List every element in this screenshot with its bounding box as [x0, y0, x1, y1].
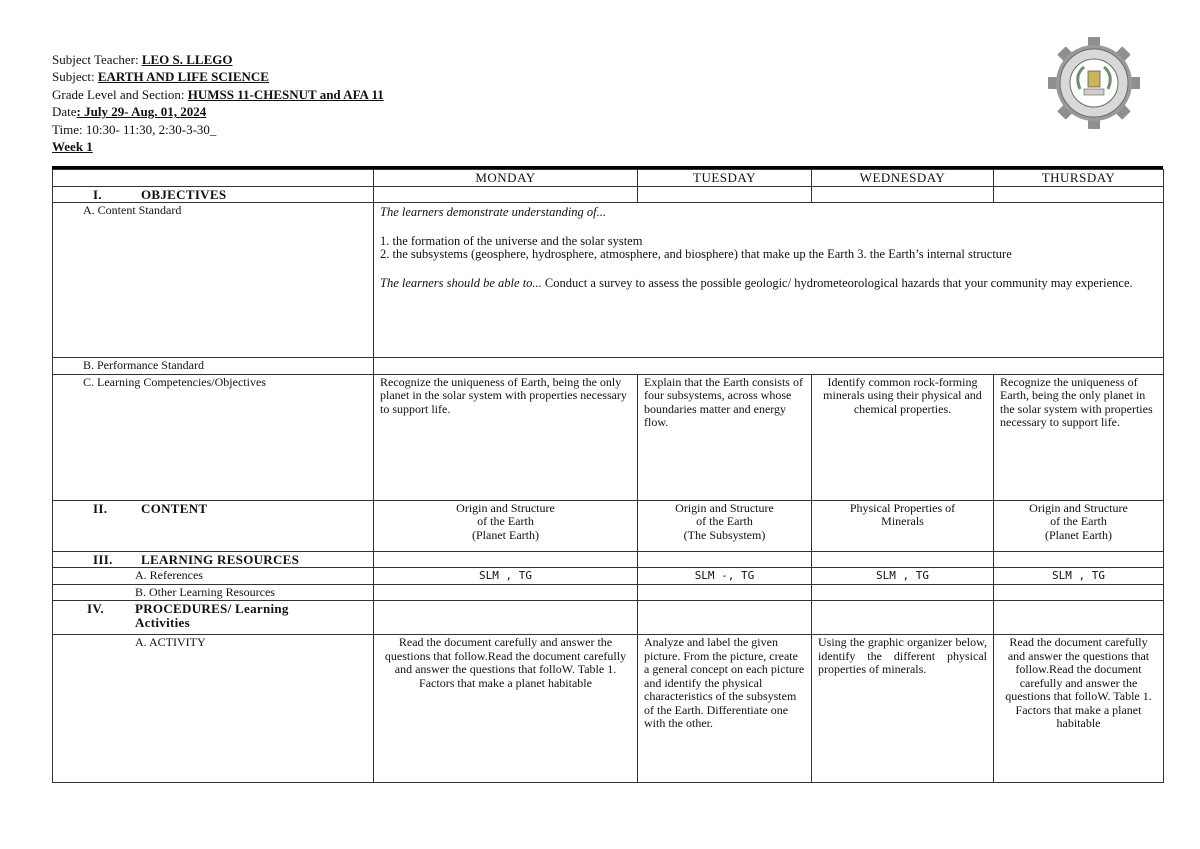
- day-thursday: THURSDAY: [994, 170, 1164, 187]
- content-standard-text: The learners demonstrate understanding of... 1. the formation of the universe and the solar system 2. the subsystems (geosphere, hydrosphere, atmosphere, and biosphere) that make up the Earth 3. the Earth’s internal structure The learners should be able to... Conduct a survey to assess the possible geologic/ hydrometeorological hazards that your community may experience.: [374, 203, 1164, 358]
- activity-tuesday: Analyze and label the given picture. From the picture, create a general concept on each picture and identify the physical characteristics of the subsystem of the Earth. Differentiate one with the other.: [638, 635, 812, 783]
- subject-name: EARTH AND LIFE SCIENCE: [97, 69, 269, 85]
- activity-label: A. ACTIVITY: [53, 635, 374, 783]
- competency-monday: Recognize the uniqueness of Earth, being the only planet in the solar system with properties necessary to support life.: [374, 374, 638, 500]
- subject-line: Subject: EARTH AND LIFE SCIENCE: [52, 69, 269, 85]
- resources-row: [53, 551, 1164, 568]
- section-objectives: I. OBJECTIVES: [53, 186, 374, 203]
- content-standard-row: [53, 203, 1164, 358]
- school-seal-icon: [1040, 37, 1148, 129]
- performance-standard-row: [53, 358, 1164, 375]
- week-label: Week 1: [52, 139, 93, 155]
- references-wednesday: SLM , TG: [812, 568, 994, 585]
- day-header-row: [53, 170, 1164, 187]
- references-label: A. References: [53, 568, 374, 585]
- content-tuesday: Origin and Structure of the Earth (The Subsystem): [638, 500, 812, 551]
- competency-thursday: Recognize the uniqueness of Earth, being the only planet in the solar system with properties necessary to support life.: [994, 374, 1164, 500]
- section-resources: III. LEARNING RESOURCES: [53, 551, 374, 568]
- competency-tuesday: Explain that the Earth consists of four subsystems, across whose boundaries matter and energy flow.: [638, 374, 812, 500]
- other-resources-row: [53, 584, 1164, 601]
- performance-standard-label: B. Performance Standard: [53, 358, 374, 375]
- section-procedures: IV. PROCEDURES/ Learning Activities: [53, 601, 374, 635]
- daily-lesson-log-table: [52, 169, 1164, 783]
- procedures-row: [53, 601, 1164, 635]
- date-line: Date: July 29- Aug. 01, 2024: [52, 104, 207, 120]
- section-content: II. CONTENT: [53, 500, 374, 551]
- grade-line: Grade Level and Section: HUMSS 11-CHESNUT and AFA 11: [52, 86, 384, 102]
- references-tuesday: SLM -, TG: [638, 568, 812, 585]
- other-resources-label: B. Other Learning Resources: [53, 584, 374, 601]
- teacher-line: Subject Teacher: LEO S. LLEGO: [52, 52, 233, 67]
- grade-section: HUMSS 11-CHESNUT and AFA 11: [187, 86, 384, 102]
- competencies-label: C. Learning Competencies/Objectives: [53, 374, 374, 500]
- day-monday: MONDAY: [374, 170, 638, 187]
- content-wednesday: Physical Properties of Minerals: [812, 500, 994, 551]
- day-wednesday: WEDNESDAY: [812, 170, 994, 187]
- content-monday: Origin and Structure of the Earth (Planet Earth): [374, 500, 638, 551]
- activity-monday: Read the document carefully and answer the questions that follow.Read the document carefully and answer the questions that folloW. Table 1. Factors that make a planet habitable: [374, 635, 638, 783]
- references-monday: SLM , TG: [374, 568, 638, 585]
- objectives-row: [53, 186, 1164, 203]
- time-line: Time: 10:30- 11:30, 2:30-3-30_: [52, 121, 217, 137]
- teacher-name: LEO S. LLEGO: [141, 52, 233, 67]
- competencies-row: [53, 374, 1164, 500]
- activity-thursday: Read the document carefully and answer the questions that follow.Read the document carefully and answer the questions that folloW. Table 1. Factors that make a planet habitable: [994, 635, 1164, 783]
- content-standard-label: A. Content Standard: [53, 203, 374, 358]
- activity-row: [53, 635, 1164, 783]
- content-row: [53, 500, 1164, 551]
- day-tuesday: TUESDAY: [638, 170, 812, 187]
- competency-wednesday: Identify common rock-forming minerals using their physical and chemical properties.: [812, 374, 994, 500]
- references-thursday: SLM , TG: [994, 568, 1164, 585]
- references-row: [53, 568, 1164, 585]
- content-thursday: Origin and Structure of the Earth (Planet Earth): [994, 500, 1164, 551]
- activity-wednesday: Using the graphic organizer below, identify the different physical properties of minerals.: [812, 635, 994, 783]
- blank-header-cell: [53, 170, 374, 187]
- date-value: : July 29- Aug. 01, 2024: [76, 104, 207, 120]
- header-block: [52, 51, 384, 155]
